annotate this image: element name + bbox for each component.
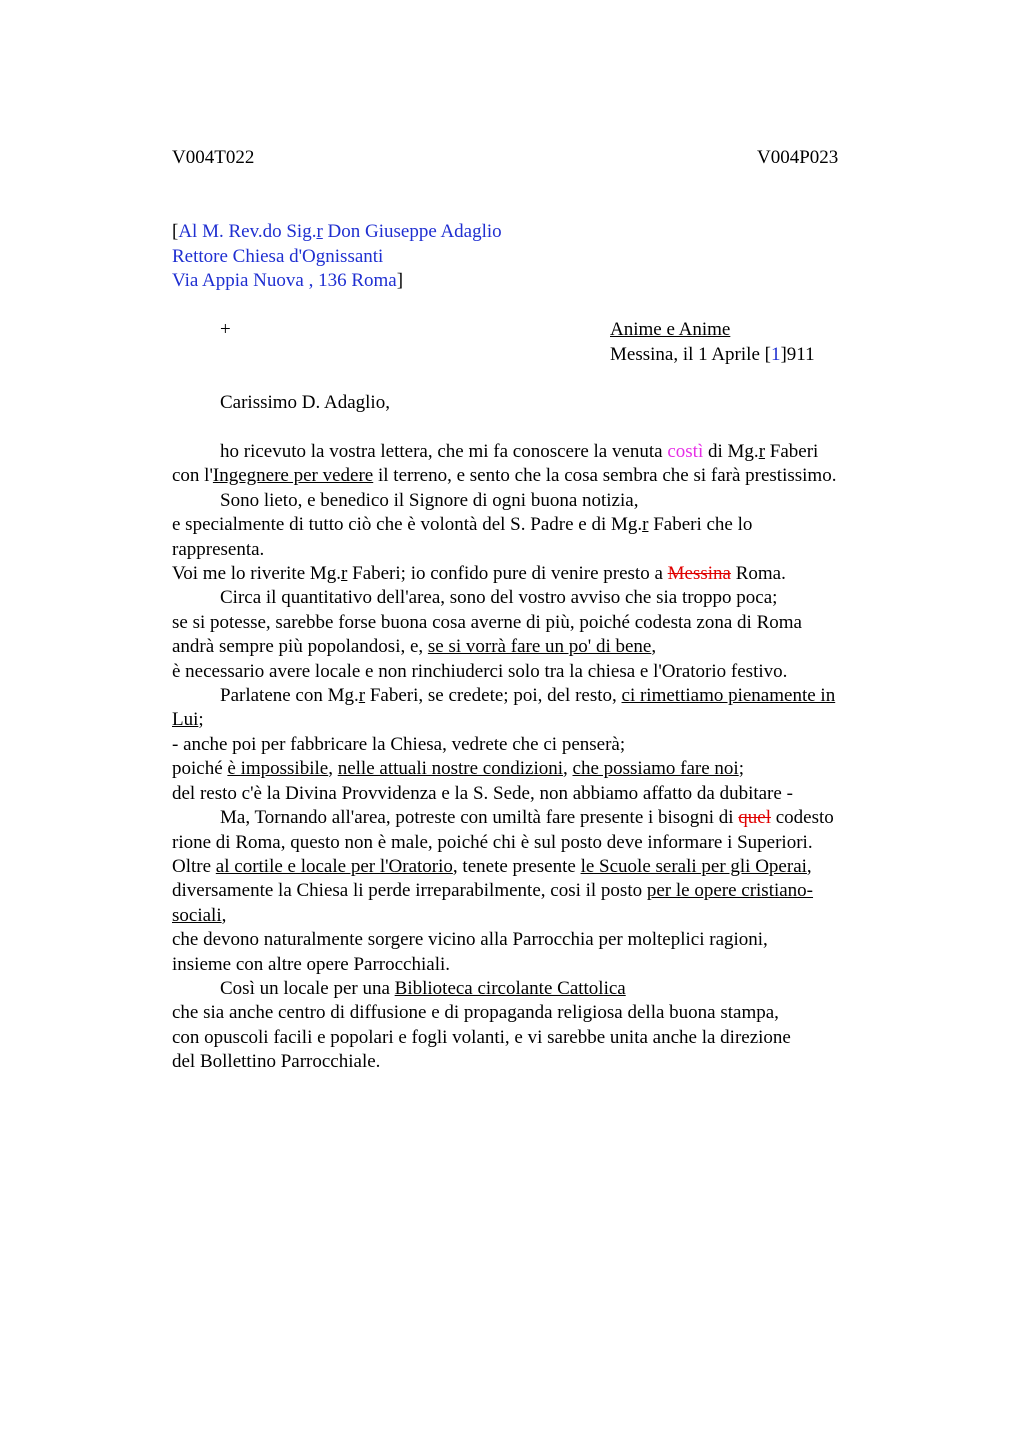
body-line-12 xyxy=(172,708,892,732)
text-span: ho ricevuto la vostra lettera, che mi fa conoscere la venuta xyxy=(220,441,668,462)
body-line-8: se si potesse, sarebbe forse buona cosa averne di più, poiché codesta zona di Roma xyxy=(172,611,802,633)
text-span: il terreno, e sento che la cosa sembra che si farà prestissimo. xyxy=(373,465,837,487)
text-span: e specialmente di tutto ciò che è volontà del S. Padre e di Mg. xyxy=(172,514,643,536)
text-span: , tenete presente xyxy=(452,855,581,877)
body-line-25: con opuscoli facili e popolari e fogli volanti, e vi sarebbe unita anche la direzione xyxy=(172,1026,791,1048)
dateline-prefix: Messina, il 1 Aprile xyxy=(610,343,765,365)
text-span: Faberi; io confido pure di venire presto a xyxy=(347,563,668,585)
reference-code-left: V004T022 xyxy=(172,147,255,168)
body-line-3: Sono lieto, e benedico il Signore di ogni buona notizia, xyxy=(220,489,639,511)
address-bracket-open: [ xyxy=(172,221,179,242)
text-span: , xyxy=(328,758,338,780)
body-line-19 xyxy=(172,879,892,903)
text-span: Roma. xyxy=(730,563,786,585)
body-line-20 xyxy=(172,904,892,928)
body-line-5: rappresenta. xyxy=(172,538,265,560)
reference-code-right: V004P023 xyxy=(757,147,839,168)
text-span: , xyxy=(806,855,812,877)
address-line-2: Rettore Chiesa d'Ognissanti xyxy=(172,245,384,267)
dateline xyxy=(610,343,815,368)
superscript-r: r xyxy=(642,514,649,536)
underlined-text: ci rimettiamo pienamente in xyxy=(621,685,836,707)
body-line-10: è necessario avere locale e non rinchiuderci solo tra la chiesa e l'Oratorio festivo. xyxy=(172,660,788,682)
underlined-text: Biblioteca circolante Cattolica xyxy=(394,977,626,999)
underlined-text: per le opere cristiano- xyxy=(646,880,814,902)
salutation: Carissimo D. Adaglio, xyxy=(220,392,390,413)
text-span: Faberi, se credete; poi, del resto, xyxy=(365,685,622,707)
body-line-2 xyxy=(172,464,892,488)
underlined-text: le Scuole serali per gli Operai xyxy=(580,855,807,877)
body-line-21: che devono naturalmente sorgere vicino alla Parrocchia per molteplici ragioni, xyxy=(172,929,768,951)
text-span: Così un locale per una xyxy=(220,977,395,999)
body-line-9 xyxy=(172,635,892,659)
body-line-16 xyxy=(172,806,892,830)
cross-symbol: + xyxy=(220,319,231,340)
underlined-text: è impossibile xyxy=(227,758,329,780)
text-span: diversamente la Chiesa li perde irreparabilmente, cosi il posto xyxy=(172,880,647,902)
text-span: codesto xyxy=(771,807,834,829)
body-line-13: - anche poi per fabbricare la Chiesa, vedrete che ci penserà; xyxy=(172,733,626,755)
letter-body xyxy=(172,440,892,1075)
body-line-22: insieme con altre opere Parrocchiali. xyxy=(172,953,451,975)
body-line-14 xyxy=(172,757,892,781)
underlined-text: sociali xyxy=(172,904,222,926)
dateline-bracket-close: ] xyxy=(780,343,787,365)
underlined-text: che possiamo fare noi xyxy=(572,758,739,780)
text-span: ; xyxy=(738,758,744,780)
text-span: , xyxy=(221,904,227,926)
address-line-3 xyxy=(172,269,502,294)
body-line-1 xyxy=(172,440,892,464)
superscript-r: r xyxy=(358,685,366,707)
struck-word-quel: quel xyxy=(738,807,771,829)
address-line-1-text: Al M. Rev.do Sig. xyxy=(178,221,317,242)
text-span: Voi me lo riverite Mg. xyxy=(172,563,342,585)
underlined-text: Lui xyxy=(172,709,199,731)
address-superscript-r: r xyxy=(316,221,323,242)
text-span: Faberi che lo xyxy=(648,514,753,536)
body-line-4 xyxy=(172,513,892,537)
underlined-text: nelle attuali nostre condizioni xyxy=(337,758,564,780)
address-line-1 xyxy=(172,220,502,245)
body-line-17: rione di Roma, questo non è male, poiché chi è sul posto deve informare i Superiori. xyxy=(172,831,813,853)
text-span: , xyxy=(651,636,657,658)
text-span: Oltre xyxy=(172,855,216,877)
dateline-suffix: 911 xyxy=(786,343,815,365)
text-span: di Mg. xyxy=(703,441,759,462)
text-span: Parlatene con Mg. xyxy=(220,685,359,707)
address-line-1-name: Don Giuseppe Adaglio xyxy=(322,221,502,242)
underlined-text: se si vorrà fare un po' di bene xyxy=(427,636,652,658)
body-line-7: Circa il quantitativo dell'area, sono del vostro avviso che sia troppo poca; xyxy=(220,587,778,609)
body-line-23 xyxy=(172,977,892,1001)
body-line-18 xyxy=(172,855,892,879)
superscript-r: r xyxy=(341,563,348,585)
recipient-address xyxy=(172,220,502,294)
highlighted-word-costi: costì xyxy=(667,441,704,462)
superscript-r: r xyxy=(758,441,766,462)
body-line-11 xyxy=(172,684,892,708)
body-line-6 xyxy=(172,562,892,586)
text-span: ; xyxy=(198,709,204,731)
body-line-26: del Bollettino Parrocchiale. xyxy=(172,1051,381,1073)
address-line-3-text: Via Appia Nuova , 136 Roma xyxy=(172,270,397,291)
address-bracket-close: ] xyxy=(396,270,404,291)
text-span: Faberi xyxy=(765,441,819,462)
motto-and-dateline xyxy=(610,318,815,367)
dateline-editorial-digit: 1 xyxy=(770,343,781,365)
text-span: con l' xyxy=(172,465,213,487)
body-line-15: del resto c'è la Divina Provvidenza e la S. Sede, non abbiamo affatto da dubitare - xyxy=(172,782,793,804)
struck-word-messina: Messina xyxy=(667,563,731,585)
underlined-text: al cortile e locale per l'Oratorio xyxy=(215,855,453,877)
text-span: poiché xyxy=(172,758,228,780)
underlined-text: Ingegnere per vedere xyxy=(212,465,374,487)
body-line-24: che sia anche centro di diffusione e di propaganda religiosa della buona stampa, xyxy=(172,1002,779,1024)
text-span: Ma, Tornando all'area, potreste con umiltà fare presente i bisogni di xyxy=(220,807,739,829)
dateline-bracket-open: [ xyxy=(764,343,771,365)
motto: Anime e Anime xyxy=(610,319,731,340)
text-span: , xyxy=(563,758,573,780)
text-span: andrà sempre più popolandosi, e, xyxy=(172,636,428,658)
